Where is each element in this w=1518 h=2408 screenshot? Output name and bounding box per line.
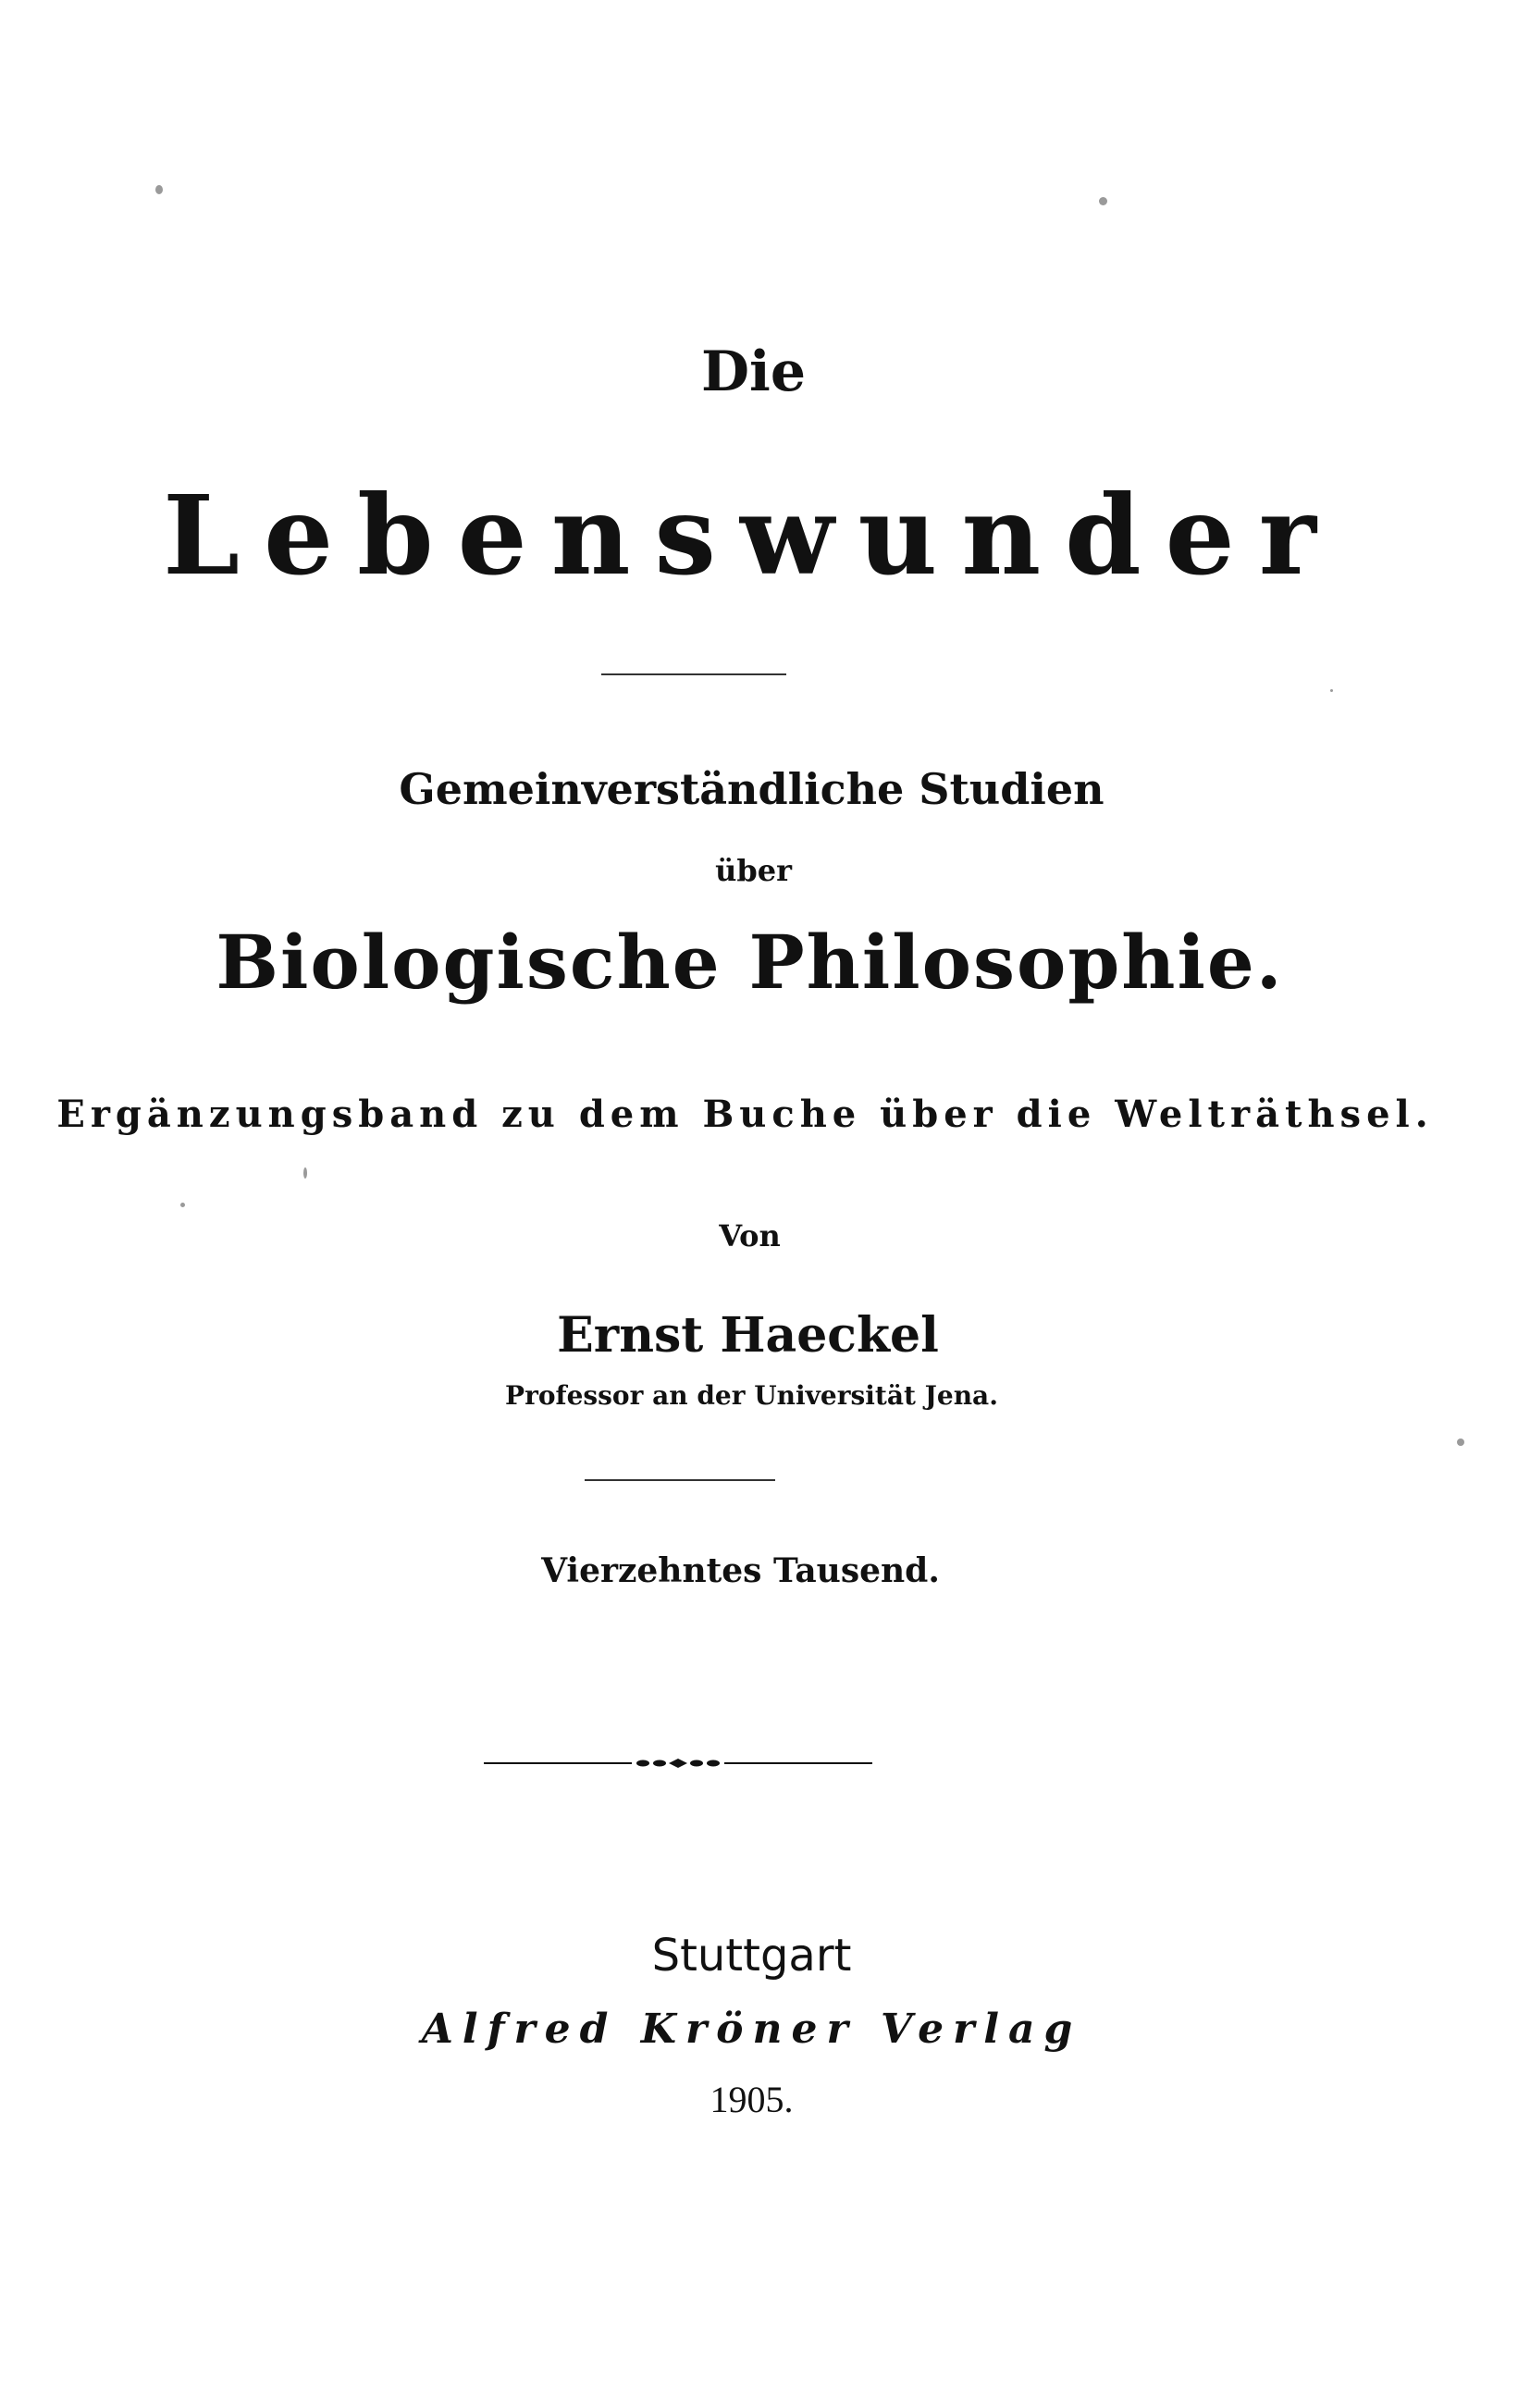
- subtitle-connector: über: [715, 853, 792, 888]
- supplement-note: Ergänzungsband zu dem Buche über die Welträthsel.: [56, 1093, 1434, 1136]
- paper-speck: [303, 1167, 307, 1179]
- main-title: Lebenswunder: [163, 471, 1340, 599]
- author-name: Ernst Haeckel: [557, 1307, 939, 1364]
- paper-speck: [180, 1203, 185, 1207]
- title-article: Die: [701, 340, 806, 404]
- divider-rule: [601, 673, 786, 675]
- imprint-year: 1905.: [710, 2079, 794, 2120]
- imprint-city: Stuttgart: [651, 1930, 852, 1982]
- ornament-rule: [484, 1754, 872, 1772]
- paper-speck: [1330, 689, 1333, 692]
- subtitle-line: Gemeinverständliche Studien: [399, 764, 1105, 814]
- paper-speck: [155, 185, 163, 194]
- by-label: Von: [719, 1218, 781, 1253]
- divider-rule: [585, 1479, 775, 1481]
- paper-speck: [1457, 1439, 1464, 1446]
- edition-note: Vierzehntes Tausend.: [541, 1551, 940, 1590]
- imprint-publisher: Alfred Kröner Verlag: [421, 2006, 1082, 2053]
- paper-speck: [1099, 197, 1107, 205]
- author-title: Professor an der Universität Jena.: [505, 1380, 998, 1411]
- subtitle-main: Biologische Philosophie.: [216, 919, 1284, 1006]
